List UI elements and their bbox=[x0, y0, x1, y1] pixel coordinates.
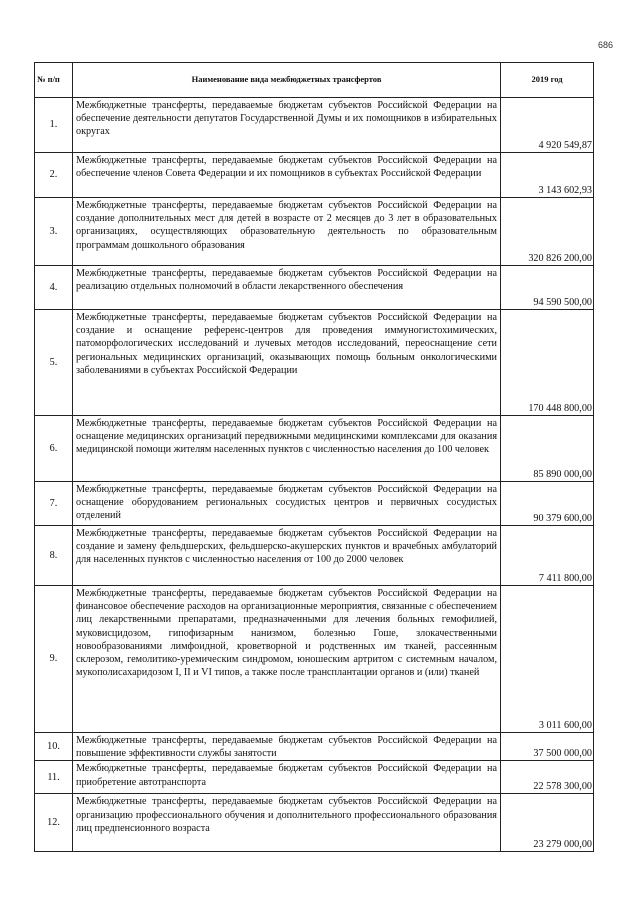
amount-2019: 90 379 600,00 bbox=[501, 482, 594, 526]
transfer-name: Межбюджетные трансферты, передаваемые бюджетам субъектов Российской Федерации на организацию профессионального обучения и дополнительного профессионального образования лиц предпенсионного возраста bbox=[73, 794, 501, 852]
row-number: 2. bbox=[35, 153, 73, 198]
transfer-name: Межбюджетные трансферты, передаваемые бюджетам субъектов Российской Федерации на повышение эффективности службы занятости bbox=[73, 733, 501, 761]
transfer-name: Межбюджетные трансферты, передаваемые бюджетам субъектов Российской Федерации на создание и оснащение референс-центров для проведения иммуногистохимических, патоморфологических исследований и лучевых методов исследований, переоснащение сети региональных медицинских организаций, оказывающих помощь больным онкологическими заболеваниями в субъектах Российской Федерации bbox=[73, 310, 501, 416]
row-number: 10. bbox=[35, 733, 73, 761]
transfer-name: Межбюджетные трансферты, передаваемые бюджетам субъектов Российской Федерации на обеспечение деятельности депутатов Государственной Думы и их помощников в избирательных округах bbox=[73, 98, 501, 153]
amount-2019: 85 890 000,00 bbox=[501, 416, 594, 482]
transfer-name: Межбюджетные трансферты, передаваемые бюджетам субъектов Российской Федерации на оснащение медицинских организаций передвижными медицинскими комплексами для оказания медицинской помощи жителям населенных пунктов с численностью населения до 100 человек bbox=[73, 416, 501, 482]
amount-2019: 320 826 200,00 bbox=[501, 198, 594, 266]
table-row bbox=[35, 310, 594, 416]
table-header-row bbox=[35, 63, 594, 98]
amount-2019: 94 590 500,00 bbox=[501, 266, 594, 310]
table-row bbox=[35, 98, 594, 153]
row-number: 12. bbox=[35, 794, 73, 852]
amount-2019: 23 279 000,00 bbox=[501, 794, 594, 852]
row-number: 1. bbox=[35, 98, 73, 153]
header-name: Наименование вида межбюджетных трансфертов bbox=[73, 63, 501, 98]
amount-2019: 22 578 300,00 bbox=[501, 761, 594, 794]
transfer-name: Межбюджетные трансферты, передаваемые бюджетам субъектов Российской Федерации на оснащение оборудованием региональных сосудистых центров и первичных сосудистых отделений bbox=[73, 482, 501, 526]
row-number: 6. bbox=[35, 416, 73, 482]
page-number: 686 bbox=[597, 40, 613, 50]
transfer-name: Межбюджетные трансферты, передаваемые бюджетам субъектов Российской Федерации на создание дополнительных мест для детей в возрасте от 2 месяцев до 3 лет в образовательных организациях, осуществляющих образовательную деятельность по образовательным программам дошкольного образования bbox=[73, 198, 501, 266]
table-row bbox=[35, 526, 594, 586]
row-number: 11. bbox=[35, 761, 73, 794]
row-number: 8. bbox=[35, 526, 73, 586]
amount-2019: 3 143 602,93 bbox=[501, 153, 594, 198]
table-row bbox=[35, 416, 594, 482]
amount-2019: 170 448 800,00 bbox=[501, 310, 594, 416]
transfer-name: Межбюджетные трансферты, передаваемые бюджетам субъектов Российской Федерации на создание и замену фельдшерских, фельдшерско-акушерских пунктов и врачебных амбулаторий для населенных пунктов с численностью населения от 100 до 2000 человек bbox=[73, 526, 501, 586]
row-number: 7. bbox=[35, 482, 73, 526]
table-row bbox=[35, 586, 594, 733]
transfer-name: Межбюджетные трансферты, передаваемые бюджетам субъектов Российской Федерации на реализацию отдельных полномочий в области лекарственного обеспечения bbox=[73, 266, 501, 310]
amount-2019: 7 411 800,00 bbox=[501, 526, 594, 586]
table-row bbox=[35, 266, 594, 310]
table-row bbox=[35, 794, 594, 852]
row-number: 5. bbox=[35, 310, 73, 416]
transfer-name: Межбюджетные трансферты, передаваемые бюджетам субъектов Российской Федерации на финансовое обеспечение расходов на организационные мероприятия, связанные с обеспечением лиц лекарственными препаратами, предназначенными для лечения больных гемофилией, муковисцидозом, гипофизарным нанизмом, болезнью Гоше, злокачественными новообразованиями лимфоидной, кроветворной и родственных им тканей, рассеянным склерозом, гемолитико-уремическим синдромом, юношеским артритом с системным началом, мукополисахаридозом I, II и VI типов, а также после трансплантации органов и (или) тканей bbox=[73, 586, 501, 733]
amount-2019: 3 011 600,00 bbox=[501, 586, 594, 733]
header-year: 2019 год bbox=[501, 63, 594, 98]
table-row bbox=[35, 761, 594, 794]
table-row bbox=[35, 198, 594, 266]
header-number: № п/п bbox=[35, 63, 73, 98]
amount-2019: 4 920 549,87 bbox=[501, 98, 594, 153]
row-number: 3. bbox=[35, 198, 73, 266]
row-number: 4. bbox=[35, 266, 73, 310]
row-number: 9. bbox=[35, 586, 73, 733]
transfer-name: Межбюджетные трансферты, передаваемые бюджетам субъектов Российской Федерации на обеспечение членов Совета Федерации и их помощников в субъектах Российской Федерации bbox=[73, 153, 501, 198]
transfer-name: Межбюджетные трансферты, передаваемые бюджетам субъектов Российской Федерации на приобретение автотранспорта bbox=[73, 761, 501, 794]
transfers-table bbox=[34, 62, 594, 852]
table-row bbox=[35, 482, 594, 526]
amount-2019: 37 500 000,00 bbox=[501, 733, 594, 761]
table-row bbox=[35, 733, 594, 761]
table-row bbox=[35, 153, 594, 198]
